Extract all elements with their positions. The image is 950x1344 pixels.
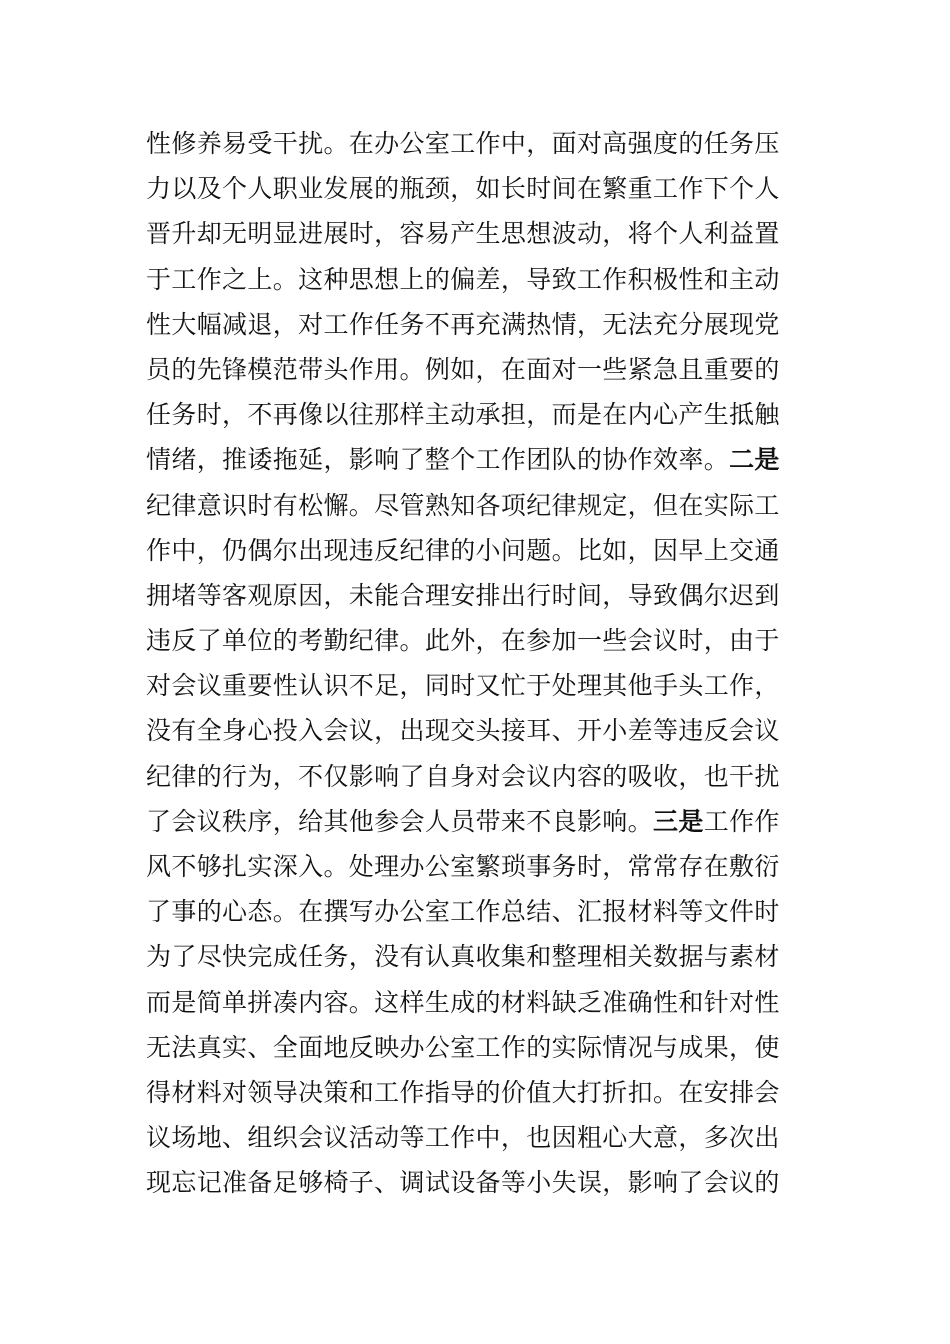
text-line <box>146 934 816 979</box>
text-line <box>146 844 816 889</box>
bold-heading-marker: 三是 <box>653 806 704 836</box>
text-segment: 力以及个人职业发展的瓶颈，如长时间在繁重工作下个人 <box>146 174 780 204</box>
text-segment: 拥堵等客观原因，未能合理安排出行时间，导致偶尔迟到 <box>146 580 780 610</box>
text-segment: 没有全身心投入会议，出现交头接耳、开小差等违反会议 <box>146 716 780 746</box>
text-line <box>146 618 816 663</box>
text-line <box>146 302 816 347</box>
text-segment: 工作作 <box>703 806 780 836</box>
text-line <box>146 347 816 392</box>
text-segment: 了事的心态。在撰写办公室工作总结、汇报材料等文件时 <box>146 897 780 927</box>
text-segment: 无法真实、全面地反映办公室工作的实际情况与成果，使 <box>146 1032 780 1062</box>
text-segment: 现忘记准备足够椅子、调试设备等小失误，影响了会议的 <box>146 1168 780 1198</box>
text-line <box>146 663 816 708</box>
text-segment: 晋升却无明显进展时，容易产生思想波动，将个人利益置 <box>146 219 780 249</box>
text-line <box>146 1070 816 1115</box>
text-line <box>146 573 816 618</box>
text-segment: 员的先锋模范带头作用。例如，在面对一些紧急且重要的 <box>146 354 780 384</box>
text-segment: 情绪，推诿拖延，影响了整个工作团队的协作效率。 <box>146 445 730 475</box>
text-segment: 性大幅减退，对工作任务不再充满热情，无法充分展现党 <box>146 309 780 339</box>
text-line <box>146 1025 816 1070</box>
text-line <box>146 754 816 799</box>
text-segment: 违反了单位的考勤纪律。此外，在参加一些会议时，由于 <box>146 626 780 656</box>
text-segment: 纪律意识时有松懈。尽管熟知各项纪律规定，但在实际工 <box>146 490 780 520</box>
text-segment: 作中，仍偶尔出现违反纪律的小问题。比如，因早上交通 <box>146 535 780 565</box>
text-segment: 任务时，不再像以往那样主动承担，而是在内心产生抵触 <box>146 400 780 430</box>
text-segment: 议场地、组织会议活动等工作中，也因粗心大意，多次出 <box>146 1123 780 1153</box>
text-line <box>146 799 816 844</box>
text-segment: 性修养易受干扰。在办公室工作中，面对高强度的任务压 <box>146 129 780 158</box>
text-segment: 得材料对领导决策和工作指导的价值大打折扣。在安排会 <box>146 1077 780 1107</box>
text-line <box>146 889 816 934</box>
text-line <box>146 437 816 482</box>
body-text <box>146 121 816 1206</box>
text-segment: 了会议秩序，给其他参会人员带来不良影响。 <box>146 806 654 836</box>
text-segment: 对会议重要性认识不足，同时又忙于处理其他手头工作， <box>146 671 780 701</box>
text-line <box>146 392 816 437</box>
bold-heading-marker: 二是 <box>729 445 780 475</box>
text-line <box>146 1160 816 1205</box>
text-segment: 风不够扎实深入。处理办公室繁琐事务时，常常存在敷衍 <box>146 852 780 881</box>
text-line <box>146 980 816 1025</box>
text-line <box>146 257 816 302</box>
text-line <box>146 483 816 528</box>
text-line <box>146 121 816 166</box>
text-segment: 于工作之上。这种思想上的偏差，导致工作积极性和主动 <box>146 264 780 294</box>
text-line <box>146 211 816 256</box>
text-line <box>146 708 816 753</box>
text-segment: 而是简单拼凑内容。这样生成的材料缺乏准确性和针对性 <box>146 987 780 1017</box>
text-segment: 纪律的行为，不仅影响了自身对会议内容的吸收，也干扰 <box>146 761 780 791</box>
text-segment: 为了尽快完成任务，没有认真收集和整理相关数据与素材 <box>146 942 780 972</box>
text-line <box>146 1115 816 1160</box>
text-line <box>146 166 816 211</box>
text-line <box>146 528 816 573</box>
